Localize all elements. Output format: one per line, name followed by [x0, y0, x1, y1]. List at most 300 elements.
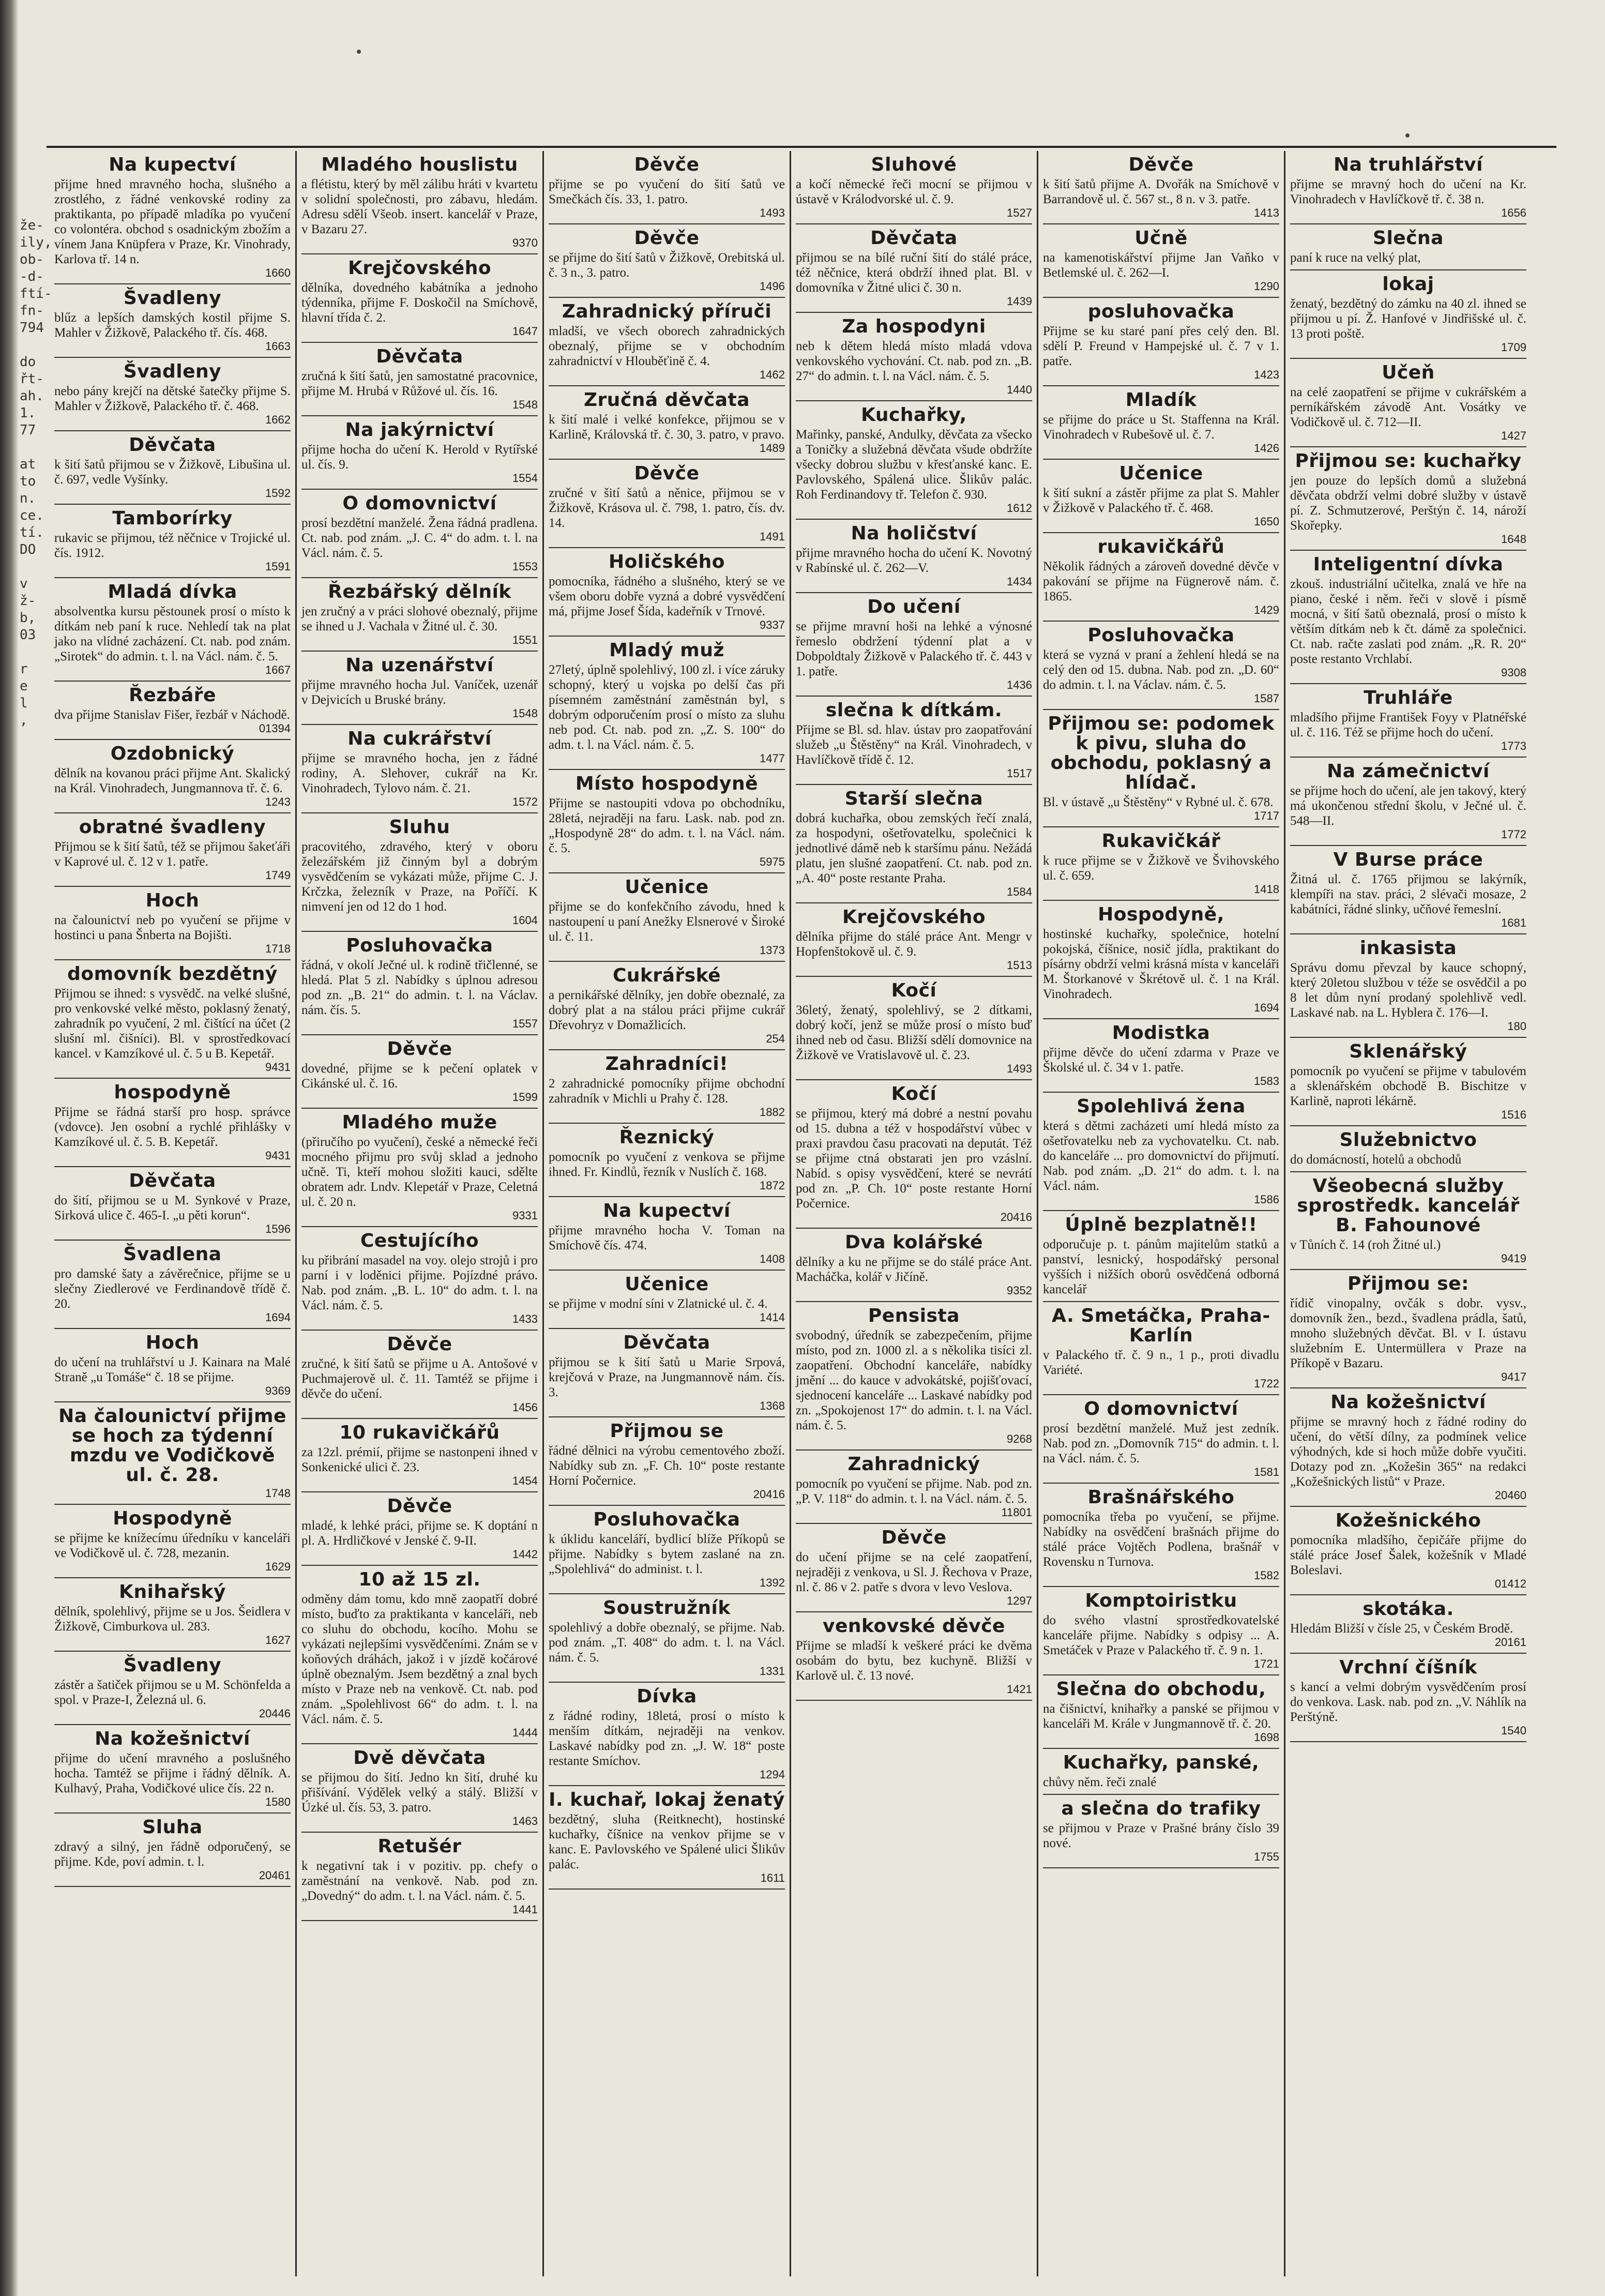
classified-ad	[54, 1505, 291, 1578]
ad-text: Hledám Bližší v čísle 25, v Českém Brodě.	[1290, 1622, 1513, 1636]
ad-heading: Modistka	[1112, 1022, 1210, 1044]
classified-ad	[1043, 827, 1279, 901]
ad-heading: Děvče	[387, 1038, 452, 1060]
ad-text: ženatý, bezdětný do zámku na 40 zl. ihned se přijmou u pí. Ž. Hanfové v Jindřišské ul. č. 13 proti poště.	[1290, 297, 1526, 341]
ad-number: 1414	[760, 1311, 785, 1324]
ad-text: dělník na kovanou práci přijme Ant. Skalický na Král. Vinohradech, Jungmannova tř. č. 6.	[54, 766, 291, 795]
ad-number: 1599	[512, 1091, 538, 1104]
ad-heading: Tamborírky	[112, 508, 233, 529]
ad-text: přijme hned mravného hocha, slušného a zrostlého, z řádné venkovské rodiny za praktikanta, po případě mladíka po vyučení co volontéra. obchod s osadnickým zbožím a vínem Jana Knüpfera v Praze, Kr. Vinohrady, Karlova tř. 14 n.	[54, 177, 291, 266]
classified-ad	[301, 1331, 538, 1419]
ad-heading: Komptoiristku	[1085, 1590, 1237, 1611]
ad-number: 1392	[760, 1576, 785, 1589]
ad-heading: Hospodyně	[113, 1508, 232, 1529]
ad-text: dělník, spolehlivý, přijme se u Jos. Šeidlera v Žižkově, Cimburkova ul. 283.	[54, 1605, 291, 1634]
classified-ad	[54, 151, 291, 284]
ad-text: Bl. v ústavě „u Štěstěny“ v Rybné ul. č. 678.	[1043, 795, 1274, 809]
ad-number: 01394	[259, 722, 291, 735]
classified-ad	[1043, 533, 1279, 622]
ad-number: 1629	[265, 1560, 291, 1573]
ad-text: Několik řádných a zároveň dovedné děvče v pakování se přijme na Fügnerově nám. č. 1865.	[1043, 560, 1279, 603]
classified-ad	[1043, 1395, 1279, 1484]
ad-heading: Truhláře	[1364, 687, 1453, 708]
classified-ad	[549, 548, 785, 637]
ad-heading: Švadleny	[123, 288, 222, 309]
ad-text: Mařinky, panské, Andulky, děvčata za všecko a Toničky a služebná děvčata všude obdržíte všecky dobrou službu v křesťanské kanc. E. Pavlovského, Spálená ulice. Šlikův palác. Roh Ferdinandovy tř. Telefon č. 930.	[796, 428, 1032, 502]
classified-ad	[54, 578, 291, 682]
ad-text: přijme mravného hocha Jul. Vaníček, uzenář v Dejvicích u Bruské brány.	[301, 678, 538, 707]
ad-heading: Posluhovačka	[1087, 625, 1235, 646]
ad-text: se přijmou v Praze v Prašné brány číslo 39 nové.	[1043, 1821, 1279, 1850]
ad-number: 1698	[1254, 1731, 1279, 1744]
ad-number: 1612	[1007, 502, 1032, 515]
ad-number: 1423	[1254, 368, 1279, 381]
ad-text: v Palackého tř. č. 9 n., 1 p., proti divadlu Variété.	[1043, 1348, 1279, 1377]
ad-number: 1718	[265, 942, 291, 955]
classified-ad	[301, 1419, 538, 1492]
ad-heading: Slečna do obchodu,	[1056, 1679, 1266, 1700]
classified-ad	[54, 1241, 291, 1329]
classified-ad	[549, 637, 785, 770]
ad-text: Přijme se Bl. sd. hlav. ústav pro zaopatřování služeb „u Štěstěny“ na Král. Vinohradech, v Havlíčkově třídě č. 12.	[796, 723, 1032, 767]
ad-text: která s dětmi zacházeti umí hledá místo za ošetřovatelku neb za vychovatelku. Ct. nab. do kanceláře ... pro domovnictví do přijmutí. Nab. pod znám. „D. 21“ do adm. t. l. na Václ. nám.	[1043, 1119, 1279, 1193]
ad-heading: Děvčata	[129, 434, 216, 456]
ad-number: 1243	[265, 795, 291, 808]
ad-heading: Zahradníci!	[605, 1053, 729, 1075]
classified-ad	[54, 1167, 291, 1241]
ad-text: dobrá kuchařka, obou zemských řečí znalá, za hospodyni, ošetřovatelku, společnici k jednotlivé dámě neb k staršímu pánu. Nežádá platu, jen slušné zaopatření. Ct. nab. pod zn. „A. 40“ poste restante Praha.	[796, 811, 1032, 885]
ad-text: do učení přijme se na celé zaopatření, nejraději z venkova, u Sl. J. Řechova v Praze, nl. č. 86 v 2. patře s dvora v levo Veslova.	[796, 1550, 1032, 1594]
ad-text: přijme se mravný hoch do učení na Kr. Vinohradech v Havlíčkově tř. č. 38 n.	[1290, 177, 1526, 206]
classified-ad	[549, 224, 785, 298]
top-rule	[47, 146, 1556, 148]
classified-ad	[796, 1612, 1032, 1701]
ad-heading: Rukavičkář	[1101, 830, 1221, 852]
ad-text: pomocníka mladšího, čepičáře přijme do stálé práce Josef Šalek, kožešník v Mladé Boleslavi.	[1290, 1533, 1526, 1577]
ad-heading: Přijmou se:	[1347, 1273, 1469, 1294]
ad-number: 1694	[1254, 1001, 1279, 1014]
ad-text: se přijme do šití šatů v Žižkově, Orebitská ul. č. 3 n., 3. patro.	[549, 251, 785, 280]
ad-heading: Švadleny	[123, 1655, 222, 1676]
ad-number: 1441	[512, 1903, 538, 1916]
ad-heading: Děvčata	[129, 1170, 216, 1191]
ad-number: 9370	[512, 236, 538, 249]
classified-ad	[301, 1744, 538, 1833]
ad-number: 1551	[512, 633, 538, 646]
ad-number: 1477	[760, 752, 785, 765]
ad-heading: Inteligentní dívka	[1313, 554, 1504, 575]
ad-text: přijme do učení mravného a poslušného hocha. Tamtéž se přijme i řádný dělník. A. Kulhavý, Praha, Vodičkové ulice čís. 22 n.	[54, 1751, 291, 1795]
ad-text: Správu domu převzal by kauce schopný, který 20letou službou v téže se osvědčil a po 8 let dům nyní prodaný spolehlivě vedl. Laskavé nab. na L. Hyblera č. 176—I.	[1290, 961, 1526, 1020]
classified-ad	[549, 770, 785, 873]
ad-heading: Sklenářský	[1349, 1041, 1467, 1062]
ad-number: 1721	[1254, 1657, 1279, 1670]
ad-number: 1557	[512, 1017, 538, 1030]
ad-number: 1755	[1254, 1850, 1279, 1863]
ad-text: zručné v šití šatů a něnice, přijmou se v Žižkově, Krásova ul. č. 798, 1. patro, čís. dv. 14.	[549, 486, 785, 530]
classified-ad	[1043, 1019, 1279, 1093]
classified-ad	[1043, 1795, 1279, 1868]
ad-text: do svého vlastní sprostředkovatelské kanceláře přijme. Nabídky s odpisy ... A. Smetáček v Praze v Palackého tř. č. 9 n. 1.	[1043, 1613, 1279, 1657]
ad-number: 254	[766, 1032, 785, 1045]
ad-heading: O domovnictví	[342, 493, 497, 514]
ad-number: 1439	[1007, 295, 1032, 308]
ad-number: 1442	[512, 1548, 538, 1561]
ad-heading: Do učení	[867, 596, 961, 617]
ad-heading: Na kupectví	[109, 154, 236, 175]
ad-number: 1581	[1254, 1466, 1279, 1478]
classified-ad	[1043, 298, 1279, 386]
ad-heading: Švadleny	[123, 361, 222, 382]
ad-heading: Učenice	[625, 877, 709, 898]
ad-heading: Učně	[1134, 228, 1188, 249]
classified-columns	[50, 151, 1558, 2276]
ad-number: 1516	[1501, 1108, 1526, 1121]
ad-number: 1368	[760, 1399, 785, 1412]
ad-heading: Přijmou se: podomek k pivu, sluha do obchodu, poklasný a hlídač.	[1048, 713, 1275, 793]
classified-ad	[54, 960, 291, 1079]
ad-heading: Všeobecná služby sprostředk. kancelář B. Fahounové	[1297, 1175, 1520, 1236]
ad-text: odměny dám tomu, kdo mně zaopatří dobré místo, buďto za praktikanta v kanceláři, neb co sluhu do obchodu, kocího. Mohu se vykázati nejlepšími vysvědčeními. Znám se v koňových dráhách, jakož i v jízdě kočárové úplně obeznalým. Jsem bezdětný a znal bych místo v Praze neb na venkově. Ct. nab. pod znám. „Spolehlivost 66“ do adm. t. l. na Václ. nám. č. 5.	[301, 1592, 538, 1726]
ad-heading: Učeň	[1382, 362, 1435, 383]
ad-number: 1553	[512, 560, 538, 573]
ad-heading: Děvče	[634, 463, 700, 484]
ad-number: 1421	[1007, 1683, 1032, 1696]
ad-number: 1454	[512, 1474, 538, 1487]
classified-ad	[1043, 224, 1279, 298]
classified-ad	[1043, 622, 1279, 710]
ad-heading: Děvčata	[376, 346, 463, 367]
classified-ad	[54, 284, 291, 358]
classified-ad	[796, 1524, 1032, 1612]
ad-number: 1872	[760, 1179, 785, 1192]
ad-number: 1456	[512, 1401, 538, 1414]
ad-heading: Na kožešnictví	[1330, 1392, 1486, 1413]
ad-text: nebo pány krejčí na dětské šatečky přijme S. Mahler v Žižkově, Palackého tř. č. 468.	[54, 384, 291, 413]
ad-text: přijme se mravného hocha, jen z řádné rodiny, A. Slehover, cukrář na Kr. Vinohradech, Tylovo nám. č. 21.	[301, 751, 538, 795]
classified-ad	[301, 1035, 538, 1109]
speck	[357, 50, 361, 54]
ad-number: 1413	[1254, 206, 1279, 219]
classified-ad	[1043, 1093, 1279, 1211]
ad-number: 20416	[1000, 1211, 1032, 1223]
ad-heading: Švadlena	[123, 1244, 222, 1265]
ad-text: 2 zahradnické pomocníky přijme obchodní zahradník v Michli u Prahy č. 128.	[549, 1077, 785, 1106]
column-4	[791, 151, 1038, 2276]
classified-ad	[1290, 1038, 1526, 1126]
ad-number: 1648	[1501, 533, 1526, 546]
ad-text: se přijme do práce u St. Staffenna na Král. Vinohradech v Rubešově ul. č. 7.	[1043, 413, 1279, 442]
speck	[1405, 133, 1410, 138]
classified-ad	[54, 1329, 291, 1402]
classified-ad	[549, 873, 785, 962]
ad-heading: a slečna do trafiky	[1061, 1798, 1261, 1819]
ad-heading: Zahradnický příruči	[562, 301, 772, 322]
classified-ad	[301, 813, 538, 932]
ad-number: 1373	[760, 944, 785, 957]
ad-text: Přijme se ku staré paní přes celý den. Bl. sdělí P. Freund v Hampejské ul. č. 7 v 1. patře.	[1043, 324, 1279, 368]
ad-number: 1290	[1254, 280, 1279, 293]
ad-heading: Děvče	[634, 228, 700, 249]
classified-ad	[1290, 758, 1526, 846]
ad-text: prosí bezdětní manželé. Žena řádná pradlena. Ct. nab. pod znám. „J. C. 4“ do adm. t. l. na Václ. nám. č. 5.	[301, 516, 538, 560]
ad-number: 1408	[760, 1252, 785, 1265]
ad-text: pro damské šaty a závěrečnice, přijme se u slečny Ziedlerové ve Ferdinandově třídě č. 20.	[54, 1267, 291, 1311]
classified-ad	[796, 401, 1032, 520]
ad-number: 1418	[1254, 883, 1279, 896]
ad-heading: Hoch	[145, 1332, 200, 1353]
ad-heading: Na holičství	[851, 523, 977, 544]
classified-ad	[549, 1271, 785, 1329]
ad-text: k šití sukní a zástěr přijme za plat S. Mahler v Žižkově v Palackého tř. č. 468.	[1043, 486, 1279, 515]
ad-text: jen pouze do lepších domů a služebná děvčata obdrží velmi dobré služby v ústavě pí. Z. Schmutzerové, Perštýn č. 14, nároží Skořepky.	[1290, 474, 1526, 533]
classified-ad	[1043, 1675, 1279, 1749]
ad-heading: Děvče	[387, 1496, 452, 1517]
ad-heading: Mladík	[1125, 389, 1197, 411]
classified-ad	[54, 1578, 291, 1652]
ad-text: přijme děvče do učení zdarma v Praze ve Školské ul. č. 34 v 1. patře.	[1043, 1046, 1279, 1075]
ad-heading: lokaj	[1382, 274, 1434, 295]
ad-heading: inkasista	[1359, 938, 1457, 959]
classified-ad	[54, 1814, 291, 1887]
ad-heading: Mladá dívka	[108, 581, 237, 602]
ad-text: mladšího přijme František Foyy v Platnéřské ul. č. 116. Též se přijme hoch do učení.	[1290, 711, 1526, 739]
ad-text: pomocník po vyučení se přijme v tabulovém a sklenářském obchodě B. Bischitze v Karlině, naproti lékárně.	[1290, 1064, 1526, 1108]
ad-heading: Vrchní číšník	[1339, 1657, 1477, 1678]
column-5	[1038, 151, 1285, 2276]
classified-ad	[1043, 901, 1279, 1019]
classified-ad	[301, 343, 538, 416]
ad-number: 1583	[1254, 1075, 1279, 1087]
classified-ad	[549, 1417, 785, 1506]
classified-ad	[1290, 1595, 1526, 1654]
ad-heading: Soustružník	[603, 1597, 731, 1619]
ad-text: hostinské kuchařky, společnice, hotelní pokojská, číšnice, nosič jídla, praktikant do písárny obdrží velmi krásná místa v kanceláři M. Štorkanové v Škrétově ul. č. 1 na Král. Vinohradech.	[1043, 927, 1279, 1001]
ad-number: 1548	[512, 707, 538, 720]
ad-heading: Děvče	[881, 1527, 947, 1548]
ad-text: na čišnictví, knihařky a panské se přijmou v kanceláři M. Krále v Jungmannově tř. č. 20.	[1043, 1702, 1279, 1731]
ad-text: k šití malé i velké konfekce, přijmou se v Karlině, Královská tř. č. 30, 3. patro, v pravo.	[549, 413, 785, 442]
classified-ad	[1290, 1270, 1526, 1388]
ad-text: ku přibrání masadel na voy. olejo strojů i pro parní i v loděnici přijme. Pojízdné právo. Nab. pod znám. „B. L. 10“ do adm. t. l. na Václ. nám. č. 5.	[301, 1253, 538, 1312]
ad-heading: Na truhlářství	[1333, 154, 1483, 175]
ad-heading: 10 až 15 zl.	[358, 1569, 481, 1590]
ad-text: Přijmou se k šití šatů, též se přijmou šakeťáři v Kaprové ul. č. 12 v 1. patře.	[54, 840, 291, 869]
ad-number: 01412	[1494, 1577, 1526, 1590]
ad-text: absolventka kursu pěstounek prosí o místo k dítkám neb paní k ruce. Nehledí tak na plat jako na vlídné zacházení. Ct. nab. pod znám. „Sirotek“ do admin. t. l. na Václ. nám. č. 5.	[54, 605, 291, 663]
classified-ad	[796, 903, 1032, 977]
ad-text: Přijme se nastoupiti vdova po obchodníku, 28letá, nejraději na faru. Lask. nab. pod zn. „Hospodyně 28“ do adm. t. l. na Václ. nám. č. 5.	[549, 796, 785, 855]
classified-ad	[549, 151, 785, 224]
ad-text: 36letý, ženatý, spolehlivý, se 2 dítkami, dobrý kočí, jenž se může prosí o místo buď ihned neb od času. Bližší sdělí domovnice na Žižkově ve Vratislavově ul. č. 23.	[796, 1003, 1032, 1062]
ad-number: 1527	[1007, 206, 1032, 219]
classified-ad	[549, 460, 785, 548]
ad-text: Přijmou se ihned: s vysvědč. na velké slušné, pro venkovské velké město, poklasný ženatý, zahradník po vyučení, 2 ml. čištící na účet (2 slušní ml. čišníci). Bl. v sprostředkovací kancel. v Kamzíkové ul. č. 5 u B. Kepetář.	[54, 987, 291, 1061]
ad-text: Přijme se mladší k veškeré práci ke dvěma osobám do bytu, bez kuchyně. Bližší v Karlově ul. č. 13 nové.	[796, 1639, 1032, 1683]
ad-heading: venkovské děvče	[823, 1615, 1005, 1637]
ad-number: 1297	[1007, 1594, 1032, 1607]
classified-ad	[549, 1329, 785, 1417]
ad-text: pomocník po vyučení z venkova se přijme ihned. Fr. Kindlů, řezník v Nuslích č. 168.	[549, 1150, 785, 1179]
ad-heading: Učenice	[625, 1274, 709, 1295]
ad-heading: hospodyně	[114, 1082, 231, 1103]
adjacent-page-edge-text: že- ily, ob- -d- ftí- fn- 794 do řt- ah. 1. 77 at to n. ce. tí. DO v ž- b, 03 r e l ,	[20, 218, 52, 728]
classified-ad	[1290, 934, 1526, 1038]
ad-number: 1427	[1501, 429, 1526, 442]
ad-heading: Za hospodyni	[842, 316, 986, 337]
ad-number: 1493	[1007, 1062, 1032, 1075]
ad-text: zkouš. industriální učitelka, znalá ve hře na piano, české i něm. řeči v slově i písmě mocná, v šití šatů obeznalá, prosí o místo k větším dítkám neb k čt. dámě za společnici. Ct. nab. račte zaslati pod znám. „R. R. 20“ poste restanto Vrchlabí.	[1290, 577, 1526, 666]
classified-ad	[1043, 710, 1279, 827]
ad-text: k úklidu kanceláří, bydlicí blíže Příkopů se přijme. Nabídky s bytem zaslané na zn. „Spolehlivá“ do administ. t. l.	[549, 1532, 785, 1576]
ad-number: 9352	[1007, 1284, 1032, 1297]
ad-text: pomocníka třeba po vyučení, se přijme. Nabídky na osvědčení brašnách přijme do stálé práce Vojtěch Podlena, brašnář v Rovensku n Turnova.	[1043, 1510, 1279, 1569]
ad-number: 1493	[760, 206, 785, 219]
ad-number: 1717	[1254, 809, 1279, 822]
ad-text: dělníka přijme do stálé práce Ant. Mengr v Hopfenštokově ul. č. 9.	[796, 930, 1032, 959]
ad-heading: Krejčovského	[842, 907, 986, 928]
ad-number: 1681	[1501, 916, 1526, 929]
ad-text: přijme se mravný hoch z řádné rodiny do učení, do větší dílny, za podmínek velice výhodných, kde si hoch může dobře vyučiti. Dotazy pod zn. „Kožešin 365“ na redakci „Kožešnických listů“ v Praze.	[1290, 1415, 1526, 1489]
ad-number: 1660	[265, 266, 291, 279]
ad-number: 20416	[753, 1488, 785, 1501]
ad-number: 9419	[1501, 1252, 1526, 1265]
ad-number: 1491	[760, 530, 785, 543]
ad-number: 1650	[1254, 515, 1279, 528]
ad-text: neb k dětem hledá místo mladá vdova venkovského vychování. Ct. nab. pod zn. „B. 27“ do admin. t. l. na Václ. nám. č. 5.	[796, 339, 1032, 383]
ad-text: odporučuje p. t. pánům majitelům statků a panství, lesnický, hospodářský personal vyšších i nižších oborů osvědčená odborná kancelář	[1043, 1237, 1279, 1296]
ad-number: 1667	[265, 663, 291, 676]
ad-text: v Tůních č. 14 (roh Žitné ul.)	[1290, 1238, 1441, 1252]
classified-ad	[54, 682, 291, 740]
ad-heading: obratné švadleny	[79, 817, 266, 838]
classified-ad	[54, 1402, 291, 1505]
ad-number: 1722	[1254, 1377, 1279, 1390]
ad-text: se přijme hoch do učení, ale jen takový, který má ukončenou střední školu, v Ječné ul. č. 548—II.	[1290, 784, 1526, 828]
ad-number: 1548	[512, 398, 538, 411]
ad-heading: Sluhu	[389, 817, 450, 838]
ad-number: 1462	[760, 368, 785, 381]
classified-ad	[1290, 447, 1526, 551]
ad-heading: Sluha	[142, 1817, 203, 1838]
ad-heading: Děvče	[387, 1334, 452, 1355]
ad-heading: A. Smetáčka, Praha-Karlín	[1052, 1305, 1270, 1346]
ad-text: se přijme v modní síni v Zlatnické ul. č. 4.	[549, 1297, 768, 1311]
ad-heading: Dva kolářské	[844, 1232, 983, 1253]
ad-heading: Sluhové	[871, 154, 957, 175]
ad-heading: Mladý muž	[609, 640, 724, 661]
ad-heading: Na čalounictví přijme se hoch za týdenní mzdu ve Vodičkově ul. č. 28.	[58, 1406, 286, 1486]
classified-ad	[301, 725, 538, 813]
ad-text: s kancí a velmi dobrým vysvědčením prosí do venkova. Lask. nab. pod zn. „V. Náhlík na Perštýně.	[1290, 1680, 1526, 1724]
ad-text: za 12zl. prémií, přijme se nastonpeni ihned v Sonkenické ulici č. 23.	[301, 1445, 538, 1474]
ad-text: zástěr a šatiček přijmou se u M. Schönfelda a spol. v Praze-I, Železná ul. 6.	[54, 1678, 291, 1707]
ad-heading: Hoch	[145, 890, 200, 911]
ad-number: 9337	[760, 618, 785, 631]
classified-ad	[301, 1833, 538, 1921]
classified-ad	[301, 1109, 538, 1227]
ad-text: řádná, v okolí Ječné ul. k rodině třičlenné, se hledá. Plat 5 zl. Nabídky s úplnou adresou pod zn. „B. 21“ do admin. t. l. na Václav. nám. čís. 5.	[301, 958, 538, 1017]
ad-text: se přijme mravní hoši na lehké a výnosné řemeslo obdržení týdenní plat a v Dobpoldtaly Žižkově v Palackého tř. č. 443 v 1. patře.	[796, 620, 1032, 678]
classified-ad	[1290, 359, 1526, 447]
ad-number: 1694	[265, 1311, 291, 1324]
ad-heading: Retušér	[377, 1836, 462, 1857]
ad-number: 1496	[760, 280, 785, 293]
ad-text: prosí bezdětní manželé. Muž jest zedník. Nab. pod zn. „Domovník 715“ do admin. t. l. na Václ. nám. č. 5.	[1043, 1422, 1279, 1466]
ad-heading: slečna k dítkám.	[825, 700, 1003, 721]
ad-text: mladé, k lehké práci, přijme se. K doptání n pl. A. Hrdličkové v Jenské č. 9-II.	[301, 1519, 538, 1548]
classified-ad	[549, 1594, 785, 1683]
ad-heading: rukavičkářů	[1097, 536, 1225, 557]
ad-number: 1331	[760, 1665, 785, 1678]
ad-heading: O domovnictví	[1084, 1398, 1238, 1419]
ad-heading: Mladého houslistu	[321, 154, 518, 175]
ad-number: 1882	[760, 1106, 785, 1119]
classified-ad	[54, 1652, 291, 1725]
classified-ad	[1043, 1749, 1279, 1795]
classified-ad	[1043, 1302, 1279, 1395]
ad-number: 1772	[1501, 828, 1526, 841]
ad-number: 20461	[259, 1869, 291, 1882]
ad-text: chůvy něm. řeči znalé	[1043, 1775, 1157, 1789]
ad-text: na čalounictví neb po vyučení se přijme v hostinci u pana Šnberta na Bojišti.	[54, 913, 291, 942]
ad-number: 1463	[512, 1815, 538, 1827]
ad-number: 20460	[1494, 1489, 1526, 1502]
ad-heading: Děvčata	[870, 228, 958, 249]
classified-ad	[1290, 684, 1526, 758]
classified-ad	[301, 416, 538, 490]
classified-ad	[301, 578, 538, 652]
ad-text: dovedné, přijme se k pečení oplatek v Cikánské ul. č. 16.	[301, 1062, 538, 1091]
ad-text: Přijme se řádná starší pro hosp. správce (vdovce). Jen osobní a rychlé přihlášky v Kamzíkové ul. č. 5. B. Kepetář.	[54, 1105, 291, 1149]
ad-heading: Na zámečnictví	[1327, 761, 1490, 782]
ad-heading: Zručná děvčata	[583, 389, 750, 411]
ad-text: mladší, ve všech oborech zahradnických obeznalý, přijme se v obchodním zahradnictví v Hlouběťině č. 4.	[549, 324, 785, 368]
ad-heading: Kočí	[891, 980, 937, 1001]
ad-heading: Na kupectví	[603, 1200, 731, 1221]
ad-number: 1663	[265, 340, 291, 353]
ad-heading: Mladého muže	[342, 1112, 497, 1133]
classified-ad	[1043, 1484, 1279, 1587]
ad-number: 1489	[760, 442, 785, 455]
ad-text: přijme mravného hocha V. Toman na Smíchově čís. 474.	[549, 1223, 785, 1252]
ad-heading: Kočí	[891, 1083, 937, 1105]
ad-text: pomocník po vyučení se přijme. Nab. pod zn. „P. V. 118“ do admin. t. l. na Václ. nám. č. 5.	[796, 1477, 1032, 1506]
ad-heading: Cestujícího	[360, 1230, 479, 1251]
classified-ad	[796, 1080, 1032, 1229]
ad-text: k šití šatů přijmou se v Žižkově, Libušina ul. č. 697, vedle Vyšínky.	[54, 458, 291, 487]
classified-ad	[1290, 224, 1526, 270]
ad-number: 1592	[265, 487, 291, 500]
classified-ad	[796, 313, 1032, 401]
ad-text: přijmou se k šití šatů u Marie Srpová, krejčová v Praze, na Jungmannově nám. čís. 3.	[549, 1355, 785, 1399]
classified-ad	[549, 1506, 785, 1594]
classified-ad	[796, 593, 1032, 697]
classified-ad	[1290, 846, 1526, 934]
ad-number: 180	[1507, 1020, 1526, 1033]
classified-ad	[1043, 460, 1279, 533]
ad-number: 11801	[1001, 1506, 1032, 1519]
classified-ad	[301, 490, 538, 578]
column-6	[1285, 151, 1531, 2276]
ad-heading: Kožešnického	[1335, 1510, 1481, 1531]
ad-number: 1604	[512, 914, 538, 927]
ad-heading: Zahradnický	[847, 1454, 980, 1475]
ad-number: 1572	[512, 795, 538, 808]
ad-text: přijme mravného hocha do učení K. Novotný v Rabínské ul. č. 262—V.	[796, 546, 1032, 575]
ad-text: (přiručího po vyučení), české a německé řeči mocného přijmu pro svůj sklad a jednoho učně. Ti, kteří mohou složiti kauci, sdělte obratem adr. Lndv. Klepetář v Praze, Celetná ul. č. 20 n.	[301, 1135, 538, 1209]
ad-heading: I. kuchař, lokaj ženatý	[549, 1789, 785, 1810]
